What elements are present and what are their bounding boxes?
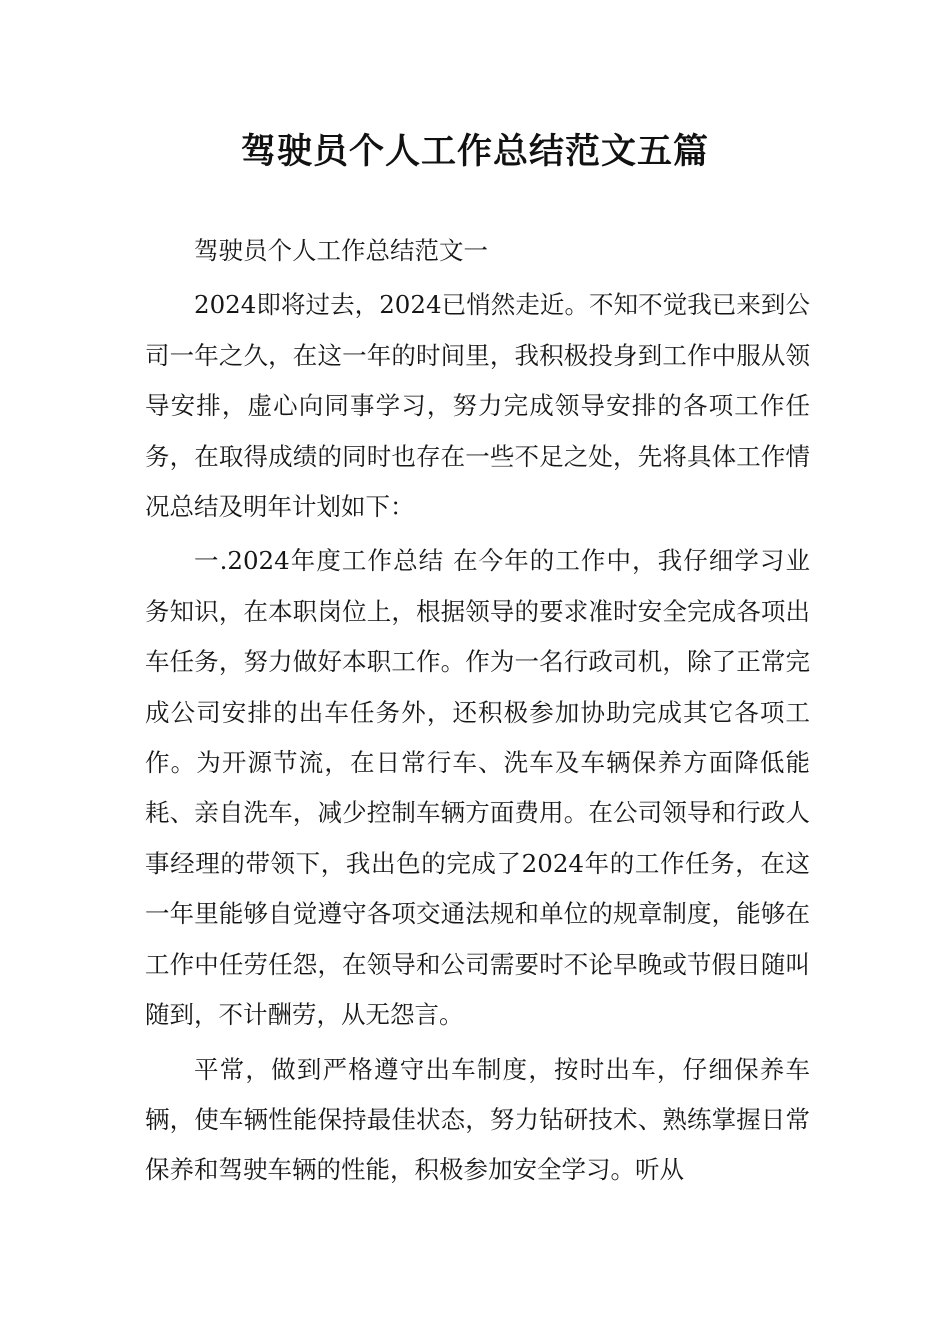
document-title: 驾驶员个人工作总结范文五篇: [240, 132, 709, 172]
paragraph-annual-summary: 一.2024年度工作总结 在今年的工作中，我仔细学习业务知识，在本职岗位上，根据领导的要求准时安全完成各项出车任务，努力做好本职工作。作为一名行政司机，除了正常完成公司安排的出车任务外，还积极参加协助完成其它各项工作。为开源节流，在日常行车、洗车及车辆保养方面降低能耗、亲自洗车，减少控制车辆方面费用。在公司领导和行政人事经理的带领下，我出色的完成了2024年的工作任务，在这一年里能够自觉遵守各项交通法规和单位的规章制度，能够在工作中任劳任怨，在领导和公司需要时不论早晚或节假日随叫随到，不计酬劳，从无怨言。: [145, 546, 810, 1030]
document-body: [145, 226, 810, 1200]
section-heading: 驾驶员个人工作总结范文一: [194, 236, 488, 265]
paragraph-daily-work: 平常，做到严格遵守出车制度，按时出车，仔细保养车辆，使车辆性能保持最佳状态，努力钻研技术、熟练掌握日常保养和驾驶车辆的性能，积极参加安全学习。听从: [145, 1054, 810, 1185]
paragraph-intro: 2024即将过去，2024已悄然走近。不知不觉我已来到公司一年之久，在这一年的时间里，我积极投身到工作中服从领导安排，虚心向同事学习，努力完成领导安排的各项工作任务，在取得成绩的同时也存在一些不足之处，先将具体工作情况总结及明年计划如下：: [145, 290, 810, 522]
